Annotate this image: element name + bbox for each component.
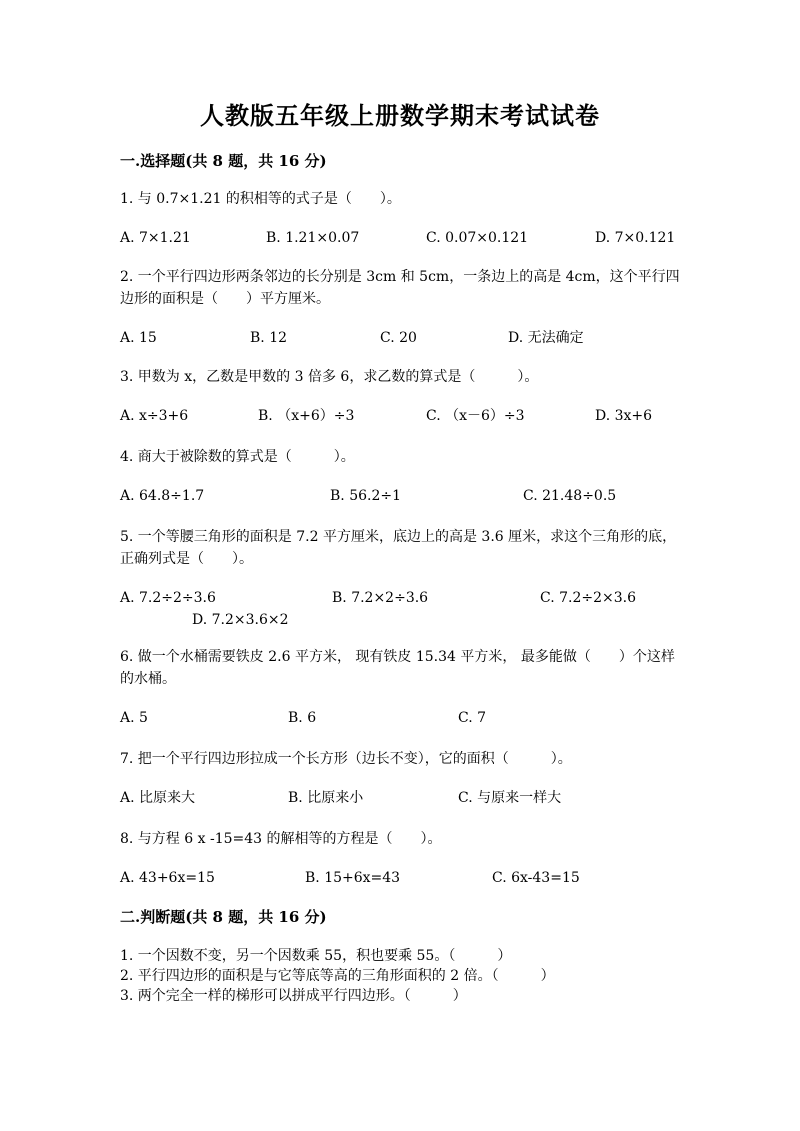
option-5a: A. 7.2÷2÷3.6 [120, 590, 216, 606]
option-5d: D. 7.2×3.6×2 [192, 612, 289, 628]
question-1: 1. 与 0.7×1.21 的积相等的式子是（ ）。 [120, 191, 401, 207]
option-3b: B. （x+6）÷3 [258, 408, 355, 424]
option-1c: C. 0.07×0.121 [426, 230, 529, 246]
option-1b: B. 1.21×0.07 [266, 230, 360, 246]
option-7c: C. 与原来一样大 [458, 790, 562, 806]
options-6 [0, 708, 800, 730]
question-2: 2. 一个平行四边形两条邻边的长分别是 3cm 和 5cm，一条边上的高是 4cm，这个平行四边形的面积是（ ）平方厘米。 [120, 269, 680, 307]
question-3: 3. 甲数为 x，乙数是甲数的 3 倍多 6，求乙数的算式是（ ）。 [120, 369, 539, 385]
options-4 [0, 486, 800, 508]
options-2 [0, 328, 800, 350]
option-3d: D. 3x+6 [595, 408, 653, 424]
options-7 [0, 788, 800, 810]
option-8b: B. 15+6x=43 [305, 870, 401, 886]
option-2c: C. 20 [380, 330, 417, 346]
options-8 [0, 868, 800, 890]
page-title: 人教版五年级上册数学期末考试试卷 [200, 101, 600, 130]
option-4a: A. 64.8÷1.7 [120, 488, 205, 504]
section-heading-choice: 一.选择题(共 8 题，共 16 分) [120, 152, 327, 170]
judgement-2: 2. 平行四边形的面积是与它等底等高的三角形面积的 2 倍。（ ） [120, 968, 555, 984]
judgement-1: 1. 一个因数不变，另一个因数乘 55，积也要乘 55。（ ） [120, 948, 512, 964]
option-3a: A. x÷3+6 [120, 408, 189, 424]
question-5: 5. 一个等腰三角形的面积是 7.2 平方厘米，底边上的高是 3.6 厘米，求这个三角形的底，正确列式是（ ）。 [120, 529, 677, 567]
option-4c: C. 21.48÷0.5 [523, 488, 617, 504]
option-2a: A. 15 [120, 330, 157, 346]
option-1d: D. 7×0.121 [595, 230, 676, 246]
option-7a: A. 比原来大 [120, 790, 196, 806]
option-8c: C. 6x-43=15 [492, 870, 580, 886]
question-7: 7. 把一个平行四边形拉成一个长方形（边长不变），它的面积（ ）。 [120, 751, 572, 767]
option-1a: A. 7×1.21 [120, 230, 191, 246]
option-3c: C. （x－6）÷3 [426, 408, 525, 424]
question-6: 6. 做一个水桶需要铁皮 2.6 平方米， 现有铁皮 15.34 平方米， 最多能做（ ）个这样的水桶。 [120, 649, 675, 687]
option-6c: C. 7 [458, 710, 487, 726]
option-4b: B. 56.2÷1 [330, 488, 401, 504]
option-7b: B. 比原来小 [288, 790, 364, 806]
option-2d: D. 无法确定 [508, 330, 584, 346]
option-5b: B. 7.2×2÷3.6 [332, 590, 429, 606]
option-2b: B. 12 [250, 330, 288, 346]
option-6a: A. 5 [120, 710, 148, 726]
question-4: 4. 商大于被除数的算式是（ ）。 [120, 449, 355, 465]
options-3 [0, 406, 800, 428]
option-5c: C. 7.2÷2×3.6 [540, 590, 637, 606]
question-8: 8. 与方程 6 x -15=43 的解相等的方程是（ ）。 [120, 831, 442, 847]
section-heading-judge: 二.判断题(共 8 题，共 16 分) [120, 908, 327, 926]
options-1 [0, 228, 800, 250]
judgement-3: 3. 两个完全一样的梯形可以拼成平行四边形。（ ） [120, 988, 467, 1004]
options-5 [0, 588, 800, 628]
option-8a: A. 43+6x=15 [120, 870, 215, 886]
option-6b: B. 6 [288, 710, 317, 726]
